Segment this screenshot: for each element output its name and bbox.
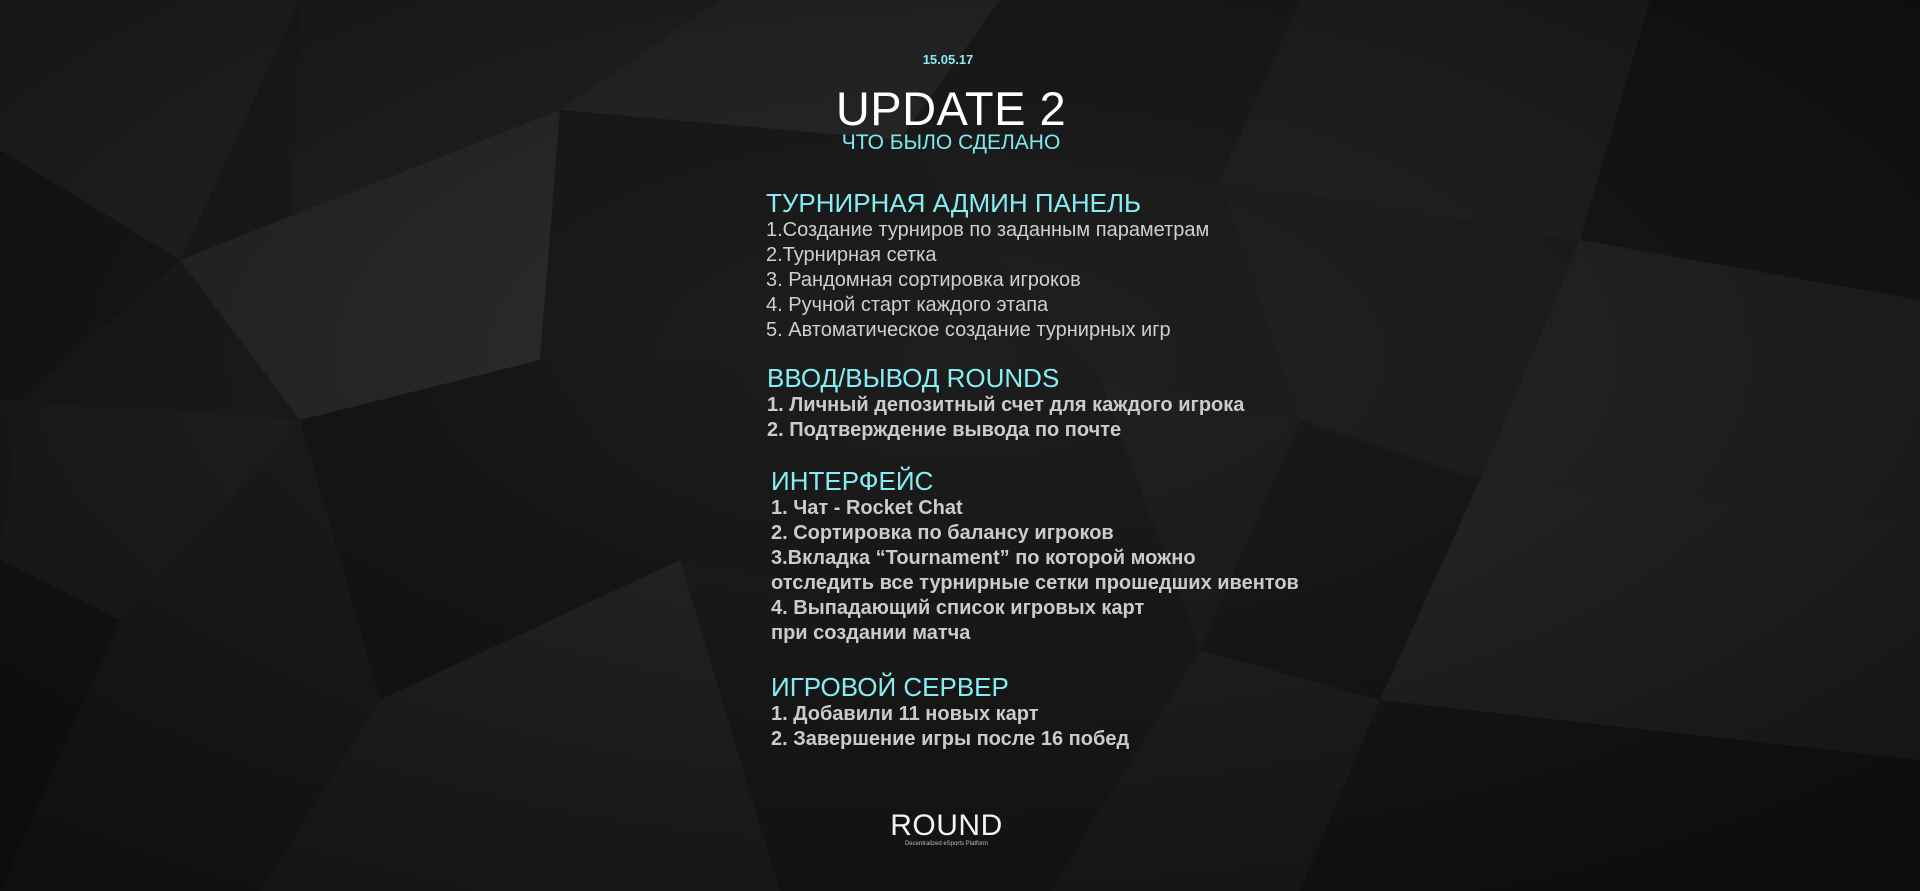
section-heading: ТУРНИРНАЯ АДМИН ПАНЕЛЬ <box>766 188 1142 218</box>
section-heading: ИГРОВОЙ СЕРВЕР <box>771 672 1009 702</box>
section-list <box>767 393 1244 443</box>
list-item: 5. Автоматическое создание турнирных игр <box>766 319 1171 341</box>
logo-tagline: Decentralized eSports Platform <box>904 841 989 847</box>
list-item: 4. Ручной старт каждого этапа <box>766 294 1049 316</box>
list-item: 1.Создание турниров по заданным параметрам <box>766 219 1210 241</box>
section-list <box>771 496 1299 646</box>
list-item: 3.Вкладка “Tournament” по которой можно <box>771 547 1196 569</box>
update-title: UPDATE 2 <box>835 82 1067 135</box>
list-item: 2. Сортировка по балансу игроков <box>771 522 1114 544</box>
list-item: 1. Добавили 11 новых карт <box>771 703 1039 725</box>
list-item: отследить все турнирные сетки прошедших ивентов <box>771 572 1299 594</box>
section-game-server <box>771 672 1129 752</box>
section-heading: ВВОД/ВЫВОД ROUNDS <box>767 363 1060 393</box>
list-item: 2. Подтверждение вывода по почте <box>767 419 1122 441</box>
update-date: 15.05.17 <box>922 52 974 67</box>
section-deposit-withdraw <box>767 363 1244 443</box>
list-item: 2.Турнирная сетка <box>766 244 937 266</box>
section-list <box>771 702 1129 752</box>
section-interface <box>771 466 1299 646</box>
list-item: 1. Личный депозитный счет для каждого игрока <box>767 394 1245 416</box>
round-logo: ROUND <box>890 809 1003 842</box>
list-item: 2. Завершение игры после 16 побед <box>771 728 1130 750</box>
section-tournament-admin <box>766 188 1209 343</box>
section-heading: ИНТЕРФЕЙС <box>771 466 934 496</box>
section-list <box>766 218 1209 343</box>
list-item: 1. Чат - Rocket Chat <box>771 497 963 519</box>
list-item: при создании матча <box>771 622 971 644</box>
list-item: 4. Выпадающий список игровых карт <box>771 597 1145 619</box>
list-item: 3. Рандомная сортировка игроков <box>766 269 1081 291</box>
update-subtitle: ЧТО БЫЛО СДЕЛАНО <box>841 131 1061 154</box>
